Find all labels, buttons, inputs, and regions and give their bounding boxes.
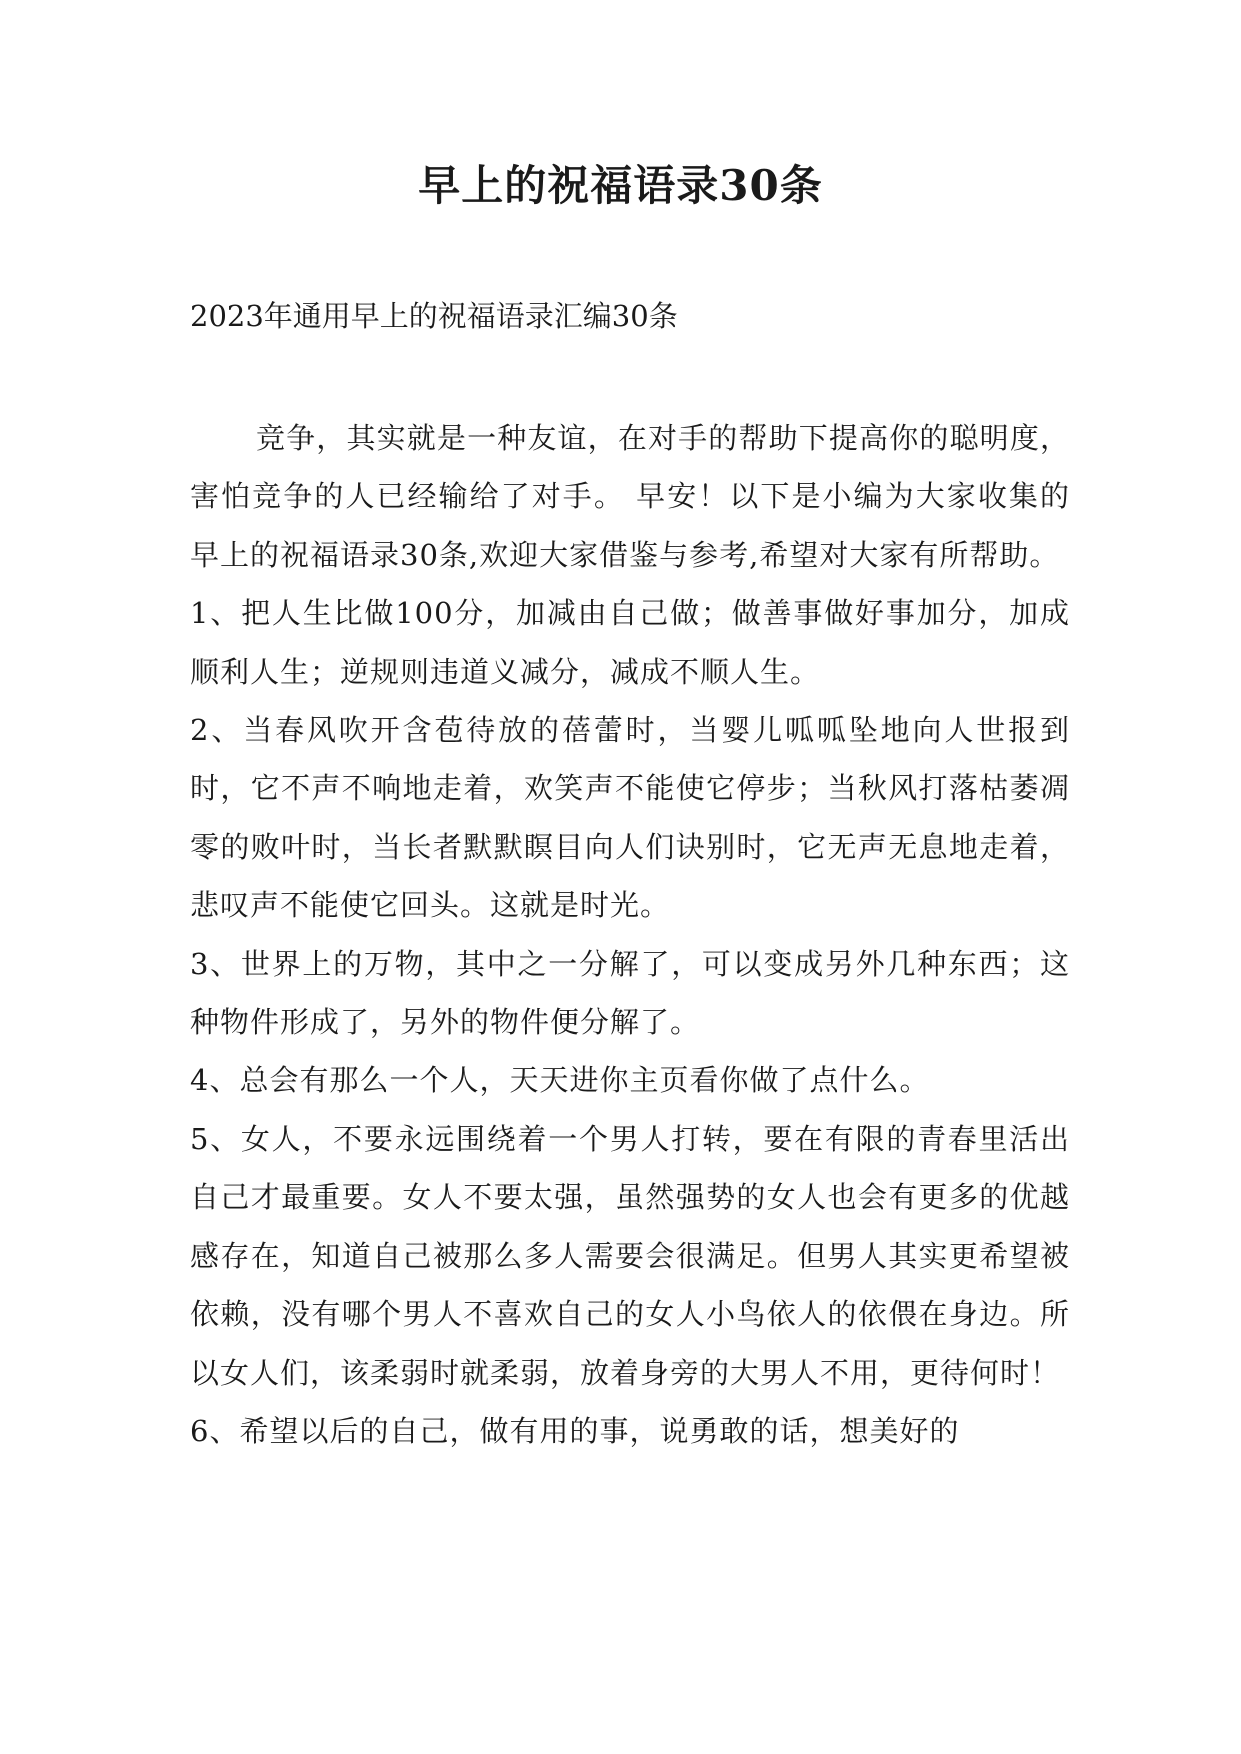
- list-item: 2、当春风吹开含苞待放的蓓蕾时，当婴儿呱呱坠地向人世报到时，它不声不响地走着，欢笑声不能使它停步；当秋风打落枯萎凋零的败叶时，当长者默默瞑目向人们诀别时，它无声无息地走着，悲叹声不能使它回头。这就是时光。: [190, 713, 1070, 923]
- intro-paragraph: 竞争，其实就是一种友谊，在对手的帮助下提高你的聪明度，害怕竞争的人已经输给了对手。 早安！以下是小编为大家收集的早上的祝福语录30条,欢迎大家借鉴与参考,希望对大家有所帮助。: [190, 421, 1070, 572]
- list-item: 1、把人生比做100分，加减由自己做；做善事做好事加分，加成顺利人生；逆规则违道义减分，减成不顺人生。: [190, 596, 1070, 689]
- document-title: 早上的祝福语录30条: [418, 161, 823, 210]
- list-item: 6、希望以后的自己，做有用的事，说勇敢的话，想美好的: [190, 1413, 960, 1448]
- document-body: [190, 409, 1070, 1460]
- list-item: 5、女人，不要永远围绕着一个男人打转，要在有限的青春里活出自己才最重要。女人不要太强，虽然强势的女人也会有更多的优越感存在，知道自己被那么多人需要会很满足。但男人其实更希望被依赖，没有哪个男人不喜欢自己的女人小鸟依人的依偎在身边。所以女人们，该柔弱时就柔弱，放着身旁的大男人不用，更待何时！: [190, 1121, 1070, 1390]
- document-subtitle: 2023年通用早上的祝福语录汇编30条: [190, 299, 678, 333]
- list-item: 4、总会有那么一个人，天天进你主页看你做了点什么。: [190, 1063, 930, 1098]
- list-item: 3、世界上的万物，其中之一分解了，可以变成另外几种东西；这种物件形成了，另外的物件便分解了。: [190, 946, 1070, 1040]
